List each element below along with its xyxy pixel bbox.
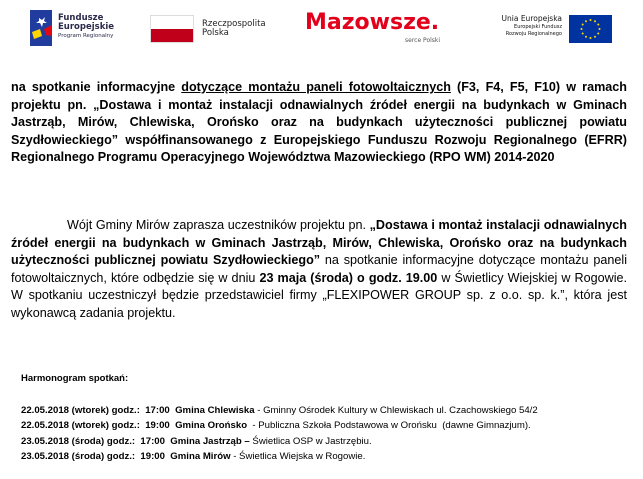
invitation-paragraph: [11, 217, 627, 322]
intro-paragraph: [11, 79, 627, 167]
schedule-item-where: - Publiczna Szkoła Podstawowa w Orońsku (dawne Gimnazjum).: [247, 420, 531, 432]
unia-europejska-logo: [482, 8, 632, 48]
schedule-heading: Harmonogram spotkań:: [21, 373, 129, 384]
schedule-item: [21, 418, 538, 433]
rzeczpospolita-polska-logo: [150, 8, 280, 48]
schedule-item-where: - Gminny Ośrodek Kultury w Chlewiskach ul. Czachowskiego 54/2: [254, 405, 538, 416]
meeting-date: 23 maja (środa) o godz. 19.00: [259, 270, 438, 285]
schedule-item-when: 23.05.2018 (środa) godz.: 17:00 Gmina Jastrząb –: [21, 435, 250, 447]
polish-flag-icon: [150, 15, 194, 43]
mazowsze-logo: [303, 8, 463, 48]
ue-line3: Rozwoju Regionalnego: [505, 31, 562, 37]
mazowsze-wordmark: Mazowsze.: [305, 10, 440, 35]
eu-flag-icon: [569, 15, 612, 43]
invitation-text-3: w Świetlicy Wiejskiej w Rogowie. W spotkaniu uczestniczył będzie przedstawiciel firmy „FLEXIPOWER GROUP sp. z o.o. sp. k.”, która jest wykonawcą zadania projektu.: [11, 270, 628, 320]
schedule-item-where: Świetlica OSP w Jastrzębiu.: [249, 435, 372, 447]
ue-line2: Europejski Fundusz: [514, 24, 562, 30]
fundusze-line1: Fundusze: [58, 13, 104, 23]
invitation-text-2: na spotkanie informacyjne dotyczące montażu paneli fotowoltaicznych, które odbędzie się w dniu: [11, 253, 627, 285]
schedule-item: [21, 403, 538, 418]
intro-underlined: dotyczące montażu paneli fotowoltaicznych: [181, 80, 451, 94]
intro-text-1: na spotkanie informacyjne: [11, 80, 182, 94]
schedule-item-when: 22.05.2018 (wtorek) godz.: 17:00 Gmina Chlewiska: [21, 405, 255, 416]
schedule-item-when: 22.05.2018 (wtorek) godz.: 19:00 Gmina Orońsko: [21, 420, 248, 432]
schedule-item: [21, 434, 538, 449]
fundusze-line3: Program Regionalny: [58, 33, 114, 39]
schedule-list: [21, 403, 538, 465]
ue-line1: Unia Europejska: [501, 14, 562, 23]
schedule-item-where: - Świetlica Wiejska w Rogowie.: [230, 451, 366, 463]
fundusze-emblem-icon: [30, 10, 56, 46]
schedule-item-when: 23.05.2018 (środa) godz.: 19:00 Gmina Mirów: [21, 451, 231, 463]
invitation-text-1: Wójt Gminy Mirów zaprasza uczestników projektu pn.: [67, 218, 370, 232]
fundusze-line2: Europejskie: [58, 22, 115, 32]
mazowsze-tagline: serce Polski: [405, 37, 441, 44]
rp-line1: Rzeczpospolita: [202, 19, 266, 29]
logo-bar: [0, 0, 643, 60]
rp-line2: Polska: [202, 28, 229, 38]
intro-text-2: (F3, F4, F5, F10) w ramach projektu pn. „Dostawa i montaż instalacji odnawialnych źródeł energii na budynkach w Gminach Jastrząb, Mirów, Chlewiska, Orońsko oraz na budynkach użyteczności publicznej powiatu Szydłowieckiego” współfinansowanego z Europejskiego Funduszu Rozwoju Regionalnego (EFRR) Regionalnego Programu Operacyjnego Województwa Mazowieckiego (RPO WM) 2014-2020: [11, 80, 627, 164]
schedule-item: [21, 449, 538, 464]
project-title: „Dostawa i montaż instalacji odnawialnych źródeł energii na budynkach w Gminach Jastrząb, Mirów, Chlewiska, Orońsko oraz na budynkach użyteczności publicznej powiatu Szydłowieckiego”: [11, 218, 627, 267]
fundusze-europejskie-logo: [30, 8, 130, 48]
